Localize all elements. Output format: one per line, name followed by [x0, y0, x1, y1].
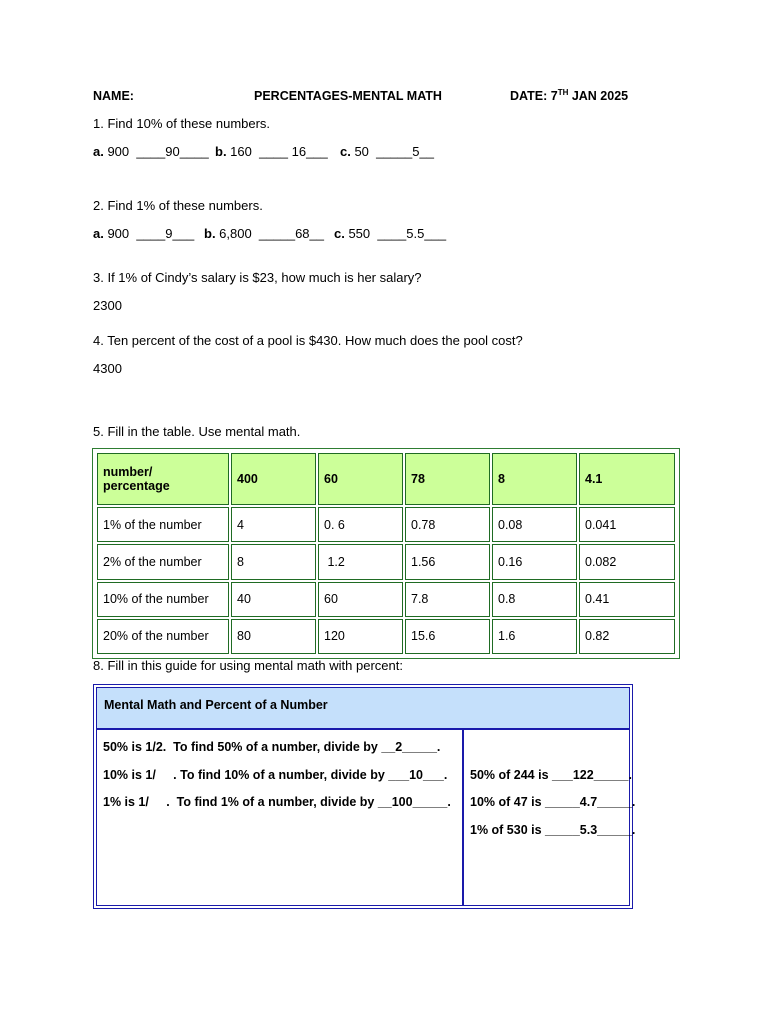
guide-title: Mental Math and Percent of a Number [104, 698, 328, 712]
date-prefix: DATE: 7 [510, 89, 558, 103]
q3-prompt: 3. If 1% of Cindy’s salary is $23, how much is her salary? [93, 270, 422, 285]
q8-prompt: 8. Fill in this guide for using mental math with percent: [93, 658, 403, 673]
table-header-cell: 400 [231, 453, 316, 505]
table-header-cell: number/ percentage [97, 453, 229, 505]
table-row [97, 507, 675, 542]
q4-answer: 4300 [93, 361, 122, 376]
table-cell: 2% of the number [97, 544, 229, 579]
table-cell: 40 [231, 582, 316, 617]
table-cell: 20% of the number [97, 619, 229, 654]
table-cell: 0.8 [492, 582, 577, 617]
table-row [97, 619, 675, 654]
date-suffix: JAN 2025 [568, 89, 629, 103]
q1-item-a: a. 900 ____90____ [93, 144, 209, 159]
table-header-cell: 8 [492, 453, 577, 505]
guide-right-line: 10% of 47 is _____4.7_____. [470, 795, 636, 809]
q1-prompt: 1. Find 10% of these numbers. [93, 116, 271, 131]
percent-table-grid [95, 451, 677, 656]
table-row [97, 582, 675, 617]
guide-column-divider [462, 730, 464, 905]
table-cell: 10% of the number [97, 582, 229, 617]
table-cell: 80 [231, 619, 316, 654]
q3-answer: 2300 [93, 298, 122, 313]
guide-left-line: 1% is 1/ . To find 1% of a number, divide by __100_____. [103, 795, 451, 809]
percent-table [92, 448, 680, 659]
table-cell: 0.041 [579, 507, 675, 542]
date-label [510, 89, 628, 103]
q5-prompt: 5. Fill in the table. Use mental math. [93, 424, 301, 439]
guide-inner-border [96, 687, 636, 906]
q1-item-c: c. 50 _____5__ [340, 144, 434, 159]
table-cell: 1% of the number [97, 507, 229, 542]
table-cell: 0. 6 [318, 507, 403, 542]
guide-left-line: 50% is 1/2. To find 50% of a number, divide by __2_____. [103, 740, 441, 754]
name-label: NAME: [93, 89, 134, 103]
guide-right-line: 50% of 244 is ___122_____. [470, 768, 632, 782]
q1-item-b: b. 160 ____ 16___ [215, 144, 328, 159]
table-header-cell: 4.1 [579, 453, 675, 505]
table-cell: 8 [231, 544, 316, 579]
table-cell: 1.2 [318, 544, 403, 579]
table-cell: 60 [318, 582, 403, 617]
table-header-cell: 78 [405, 453, 490, 505]
guide-header [97, 688, 629, 730]
table-cell: 0.82 [579, 619, 675, 654]
table-cell: 0.78 [405, 507, 490, 542]
table-header-cell: 60 [318, 453, 403, 505]
table-cell: 1.56 [405, 544, 490, 579]
mental-math-guide-box [93, 684, 636, 909]
q2-prompt: 2. Find 1% of these numbers. [93, 198, 263, 213]
q2-item-a: a. 900 ____9___ [93, 226, 195, 241]
q2-item-c: c. 550 ____5.5___ [334, 226, 447, 241]
table-row [97, 544, 675, 579]
table-cell: 15.6 [405, 619, 490, 654]
table-cell: 0.082 [579, 544, 675, 579]
date-superscript: TH [557, 87, 569, 97]
table-cell: 0.08 [492, 507, 577, 542]
table-cell: 120 [318, 619, 403, 654]
page-title: PERCENTAGES-MENTAL MATH [254, 89, 442, 103]
table-cell: 0.41 [579, 582, 675, 617]
q2-item-b: b. 6,800 _____68__ [204, 226, 324, 241]
guide-left-line: 10% is 1/ . To find 10% of a number, divide by ___10___. [103, 768, 448, 782]
guide-right-line: 1% of 530 is _____5.3_____. [470, 823, 636, 837]
table-cell: 4 [231, 507, 316, 542]
table-header-row [97, 453, 675, 505]
q4-prompt: 4. Ten percent of the cost of a pool is $430. How much does the pool cost? [93, 333, 523, 348]
table-cell: 1.6 [492, 619, 577, 654]
table-cell: 7.8 [405, 582, 490, 617]
table-cell: 0.16 [492, 544, 577, 579]
